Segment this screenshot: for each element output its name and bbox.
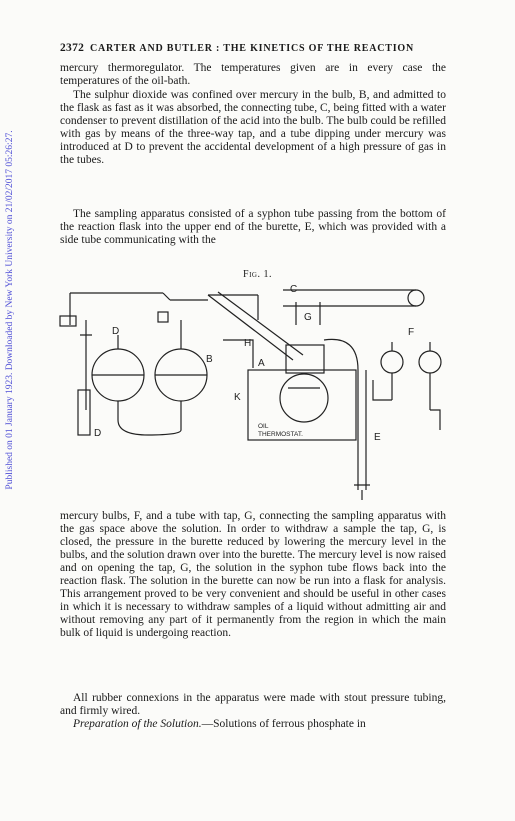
label-k: K xyxy=(234,392,241,403)
page-number: 2372 xyxy=(60,42,85,54)
bulb-connector xyxy=(118,420,181,435)
condenser-tube xyxy=(208,292,303,360)
paragraph-6-text: —Solutions of ferrous phosphate in xyxy=(201,718,366,730)
label-oil: OIL xyxy=(258,423,269,430)
burette-e xyxy=(358,370,366,490)
mercury-bulb-f1 xyxy=(381,351,403,373)
bulb-f-stems xyxy=(392,342,440,430)
pulley-wheel xyxy=(408,290,424,306)
paragraph-1: mercury thermoregulator. The temperatures given are in every case the temperatures of the oil-bath. xyxy=(60,62,446,87)
label-d-lower: D xyxy=(94,428,102,439)
apparatus-diagram xyxy=(58,280,458,502)
reaction-flask xyxy=(280,374,328,422)
label-g: G xyxy=(304,312,312,323)
top-tube xyxy=(70,293,258,320)
label-d-upper: D xyxy=(112,326,120,337)
paragraph-3: The sampling apparatus consisted of a syphon tube passing from the bottom of the reaction flask into the upper end of the burette, E, which was provided with a side tube communicating with the xyxy=(60,208,446,246)
label-f: F xyxy=(408,327,415,338)
mercury-cup-d xyxy=(78,390,90,435)
side-tube xyxy=(373,380,392,400)
publication-stamp xyxy=(2,95,18,525)
gauge-box xyxy=(60,316,76,326)
label-e: E xyxy=(374,432,381,443)
figure-caption: Fig. 1. xyxy=(243,269,272,280)
mercury-bulb-f2 xyxy=(419,351,441,373)
label-c: C xyxy=(290,284,298,295)
label-a: A xyxy=(258,358,265,369)
paragraph-6 xyxy=(60,718,446,731)
running-title: CARTER AND BUTLER : THE KINETICS OF THE REACTION xyxy=(90,43,415,54)
label-b: B xyxy=(206,354,213,365)
publication-stamp-text: Published on 01 January 1923. Downloaded by New York University on 21/02/2017 05:26:27. xyxy=(5,130,15,490)
label-thermostat: THERMOSTAT. xyxy=(258,431,303,438)
burette-tap xyxy=(354,485,370,500)
tap-c xyxy=(158,312,168,322)
syphon-tube xyxy=(324,339,358,370)
label-h: H xyxy=(244,338,252,349)
drive-belt xyxy=(283,290,416,306)
paragraph-4: mercury bulbs, F, and a tube with tap, G, connecting the sampling apparatus with the gas space above the solution. In order to withdraw a sample the tap, G, is closed, the pressure in the burette reduced by lowering the mercury level in the bulbs, and the solution drawn over into the burette. The mercury level is now raised and on opening the tap, G, the solution in the syphon tube flows back into the reaction flask. The solution in the burette can now be run into a flask for analysis. This arrangement proved to be very convenient and should be useful in other cases in which it is necessary to withdraw samples of a liquid without admitting air and without removing any part of it permanently from the region in which the main bulk of liquid is undergoing reaction. xyxy=(60,510,446,639)
paragraph-2: The sulphur dioxide was confined over mercury in the bulb, B, and admitted to the flask as fast as it was absorbed, the connecting tube, C, being fitted with a water condenser to prevent distillation of the acid into the bulb. The bulb could be refilled with gas by means of the three-way tap, and a tube dipping under mercury was introduced at D to prevent the accidental development of a high pressure of gas in the tubes. xyxy=(60,89,446,166)
paragraph-5: All rubber connexions in the apparatus were made with stout pressure tubing, and firmly wired. xyxy=(60,692,446,717)
section-heading: Preparation of the Solution. xyxy=(73,718,202,730)
running-header xyxy=(60,42,446,56)
